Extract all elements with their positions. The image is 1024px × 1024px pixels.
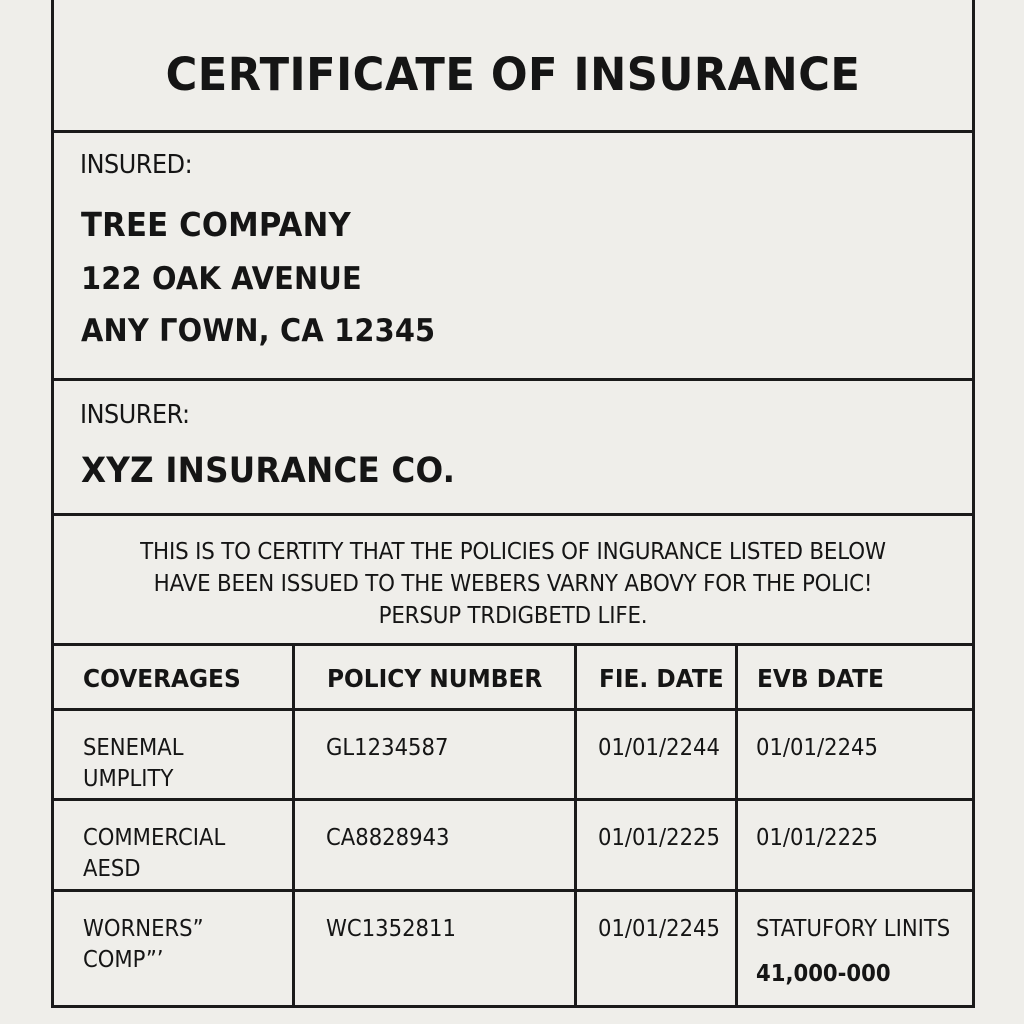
coverage-type: SENEMAL (83, 735, 184, 761)
insured-city-state-zip: ANY ГOWN, CA 12345 (81, 313, 436, 349)
table-header-row (54, 646, 972, 711)
table-row (54, 801, 972, 892)
coverage-type: WORNERS” (83, 916, 204, 942)
column-header: COVERAGES (83, 664, 241, 693)
policy-number-cell (295, 711, 577, 798)
limit-amount: 41,000-000 (756, 961, 891, 987)
coverage-type: COMP”’ (83, 947, 164, 973)
certification-statement-section (54, 516, 972, 646)
statement-line: HAVE BEEN ISSUED TO THE WEBERS VARNY ABOVY FOR THE POLIC! (153, 571, 873, 597)
insured-label: INSURED: (80, 150, 193, 180)
column-header: EVB DATE (757, 664, 884, 693)
statement-line: THIS IS TO CERTITY THAT THE POLICIES OF INGURANCE LISTED BELOW (140, 539, 886, 565)
header-cell-policy-number (295, 646, 577, 708)
coverage-table (54, 646, 972, 1005)
policy-number: WC1352811 (326, 916, 456, 942)
insured-section (54, 133, 972, 381)
exp-date: 01/01/2225 (756, 825, 878, 851)
header-cell-eff-date (577, 646, 738, 708)
insured-name: TREE COMPANY (81, 205, 351, 244)
eff-date: 01/01/2244 (598, 735, 720, 761)
column-header: POLICY NUMBER (327, 664, 543, 693)
policy-number-cell (295, 801, 577, 889)
exp-date: 01/01/2245 (756, 735, 878, 761)
policy-number: CA8828943 (326, 825, 450, 851)
coverage-cell (54, 892, 295, 1005)
policy-number: GL1234587 (326, 735, 449, 761)
eff-date: 01/01/2225 (598, 825, 720, 851)
insurer-section (54, 381, 972, 516)
eff-date-cell (577, 892, 738, 1005)
statement-line: PERSUP TRDIGBETD LIFE. (378, 603, 648, 629)
coverage-cell (54, 711, 295, 798)
policy-number-cell (295, 892, 577, 1005)
statutory-limits-label: STATUFORY LINITS (756, 916, 951, 942)
coverage-type: AESD (83, 856, 141, 882)
table-row (54, 711, 972, 801)
eff-date-cell (577, 711, 738, 798)
eff-date-cell (577, 801, 738, 889)
exp-date-cell (738, 801, 972, 889)
column-header: FIE. DATE (599, 664, 724, 693)
header-cell-exp-date (738, 646, 972, 708)
table-row (54, 892, 972, 1005)
coverage-type: COMMERCIAL (83, 825, 226, 851)
eff-date: 01/01/2245 (598, 916, 720, 942)
insurer-name: XYZ INSURANCE CO. (81, 451, 456, 491)
title-section (54, 0, 972, 133)
certificate-of-insurance (51, 0, 975, 1008)
document-title: CERTIFICATE OF INSURANCE (165, 48, 861, 101)
coverage-cell (54, 801, 295, 889)
coverage-type: UMPLITY (83, 766, 174, 792)
exp-date-cell (738, 892, 972, 1005)
certification-statement (54, 536, 972, 632)
exp-date-cell (738, 711, 972, 798)
insurer-label: INSURER: (80, 400, 190, 430)
header-cell-coverages (54, 646, 295, 708)
insured-street: 122 OAK AVENUE (81, 261, 362, 297)
